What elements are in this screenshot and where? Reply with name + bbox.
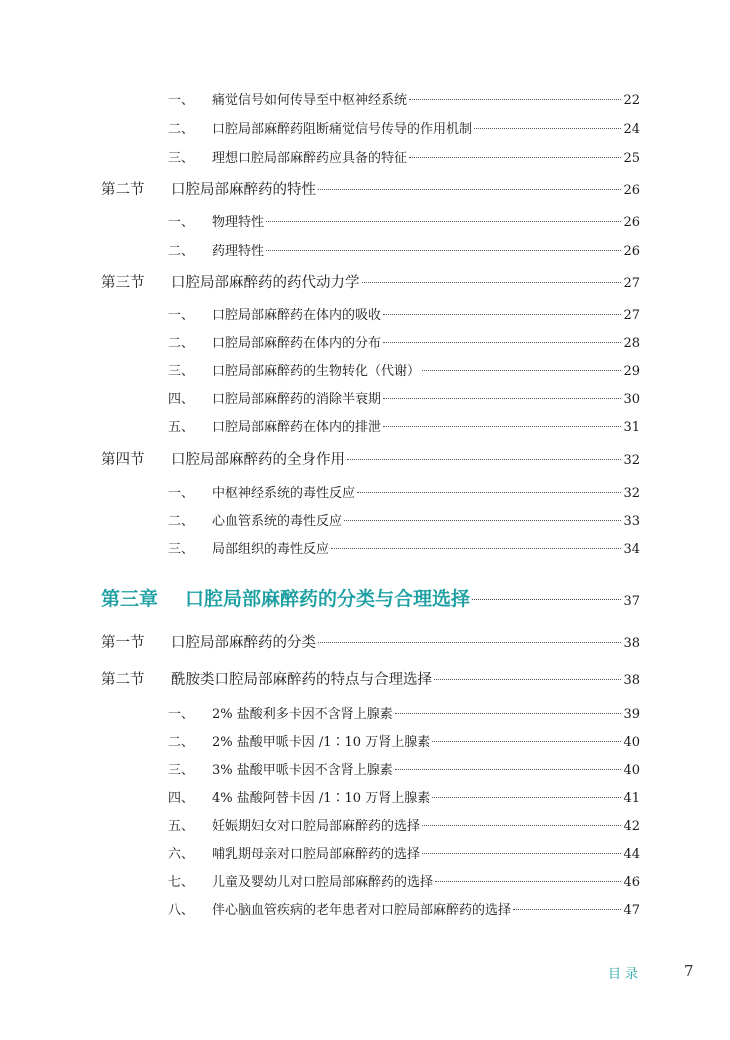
section-number: 第三节: [101, 275, 145, 291]
dot-leader: [472, 598, 621, 600]
toc-entry[interactable]: [168, 871, 640, 890]
toc-entry[interactable]: [168, 304, 640, 323]
toc-entry[interactable]: [168, 482, 640, 501]
dot-leader: [432, 796, 621, 798]
dot-leader: [409, 98, 621, 100]
section-page: 32: [623, 453, 640, 468]
dot-leader: [383, 397, 621, 399]
section-page: 27: [623, 276, 640, 291]
section-title: 酰胺类口腔局部麻醉药的特点与合理选择: [171, 672, 432, 688]
entry-number: 二、: [168, 336, 195, 351]
section-number: 第四节: [101, 452, 145, 468]
entry-page: 42: [623, 819, 640, 834]
toc-section[interactable]: [101, 668, 640, 689]
toc-section[interactable]: [101, 631, 640, 652]
section-title: 口腔局部麻醉药的药代动力学: [171, 275, 360, 291]
toc-section[interactable]: [101, 178, 640, 199]
dot-leader: [383, 341, 621, 343]
entry-title: 2% 盐酸甲哌卡因 /1∶10 万肾上腺素: [212, 735, 431, 750]
dot-leader: [435, 880, 621, 882]
toc-entry[interactable]: [168, 360, 640, 379]
entry-number: 一、: [168, 308, 195, 323]
entry-title: 口腔局部麻醉药的消除半衰期: [212, 392, 382, 407]
entry-title: 口腔局部麻醉药在体内的排泄: [212, 420, 382, 435]
toc-entry[interactable]: [168, 147, 640, 166]
toc-entry[interactable]: [168, 416, 640, 435]
dot-leader: [318, 641, 621, 643]
dot-leader: [383, 313, 621, 315]
entry-page: 39: [623, 707, 640, 722]
entry-title: 口腔局部麻醉药的生物转化（代谢）: [212, 364, 421, 379]
entry-title: 2% 盐酸利多卡因不含肾上腺素: [212, 707, 393, 722]
dot-leader: [357, 491, 621, 493]
toc-entry[interactable]: [168, 815, 640, 834]
toc-entry[interactable]: [168, 703, 640, 722]
entry-number: 一、: [168, 215, 195, 230]
entry-page: 32: [623, 486, 640, 501]
entry-number: 五、: [168, 819, 195, 834]
entry-number: 四、: [168, 392, 195, 407]
section-title: 口腔局部麻醉药的全身作用: [171, 452, 345, 468]
entry-page: 46: [623, 875, 640, 890]
section-number: 第二节: [101, 672, 145, 688]
page-number: 7: [684, 962, 694, 980]
entry-page: 26: [623, 244, 640, 259]
entry-number: 一、: [168, 93, 195, 108]
toc-entry[interactable]: [168, 89, 640, 108]
entry-title: 口腔局部麻醉药阻断痛觉信号传导的作用机制: [212, 122, 473, 137]
toc-chapter[interactable]: [101, 584, 640, 611]
entry-page: 28: [623, 336, 640, 351]
entry-page: 34: [623, 542, 640, 557]
toc-entry[interactable]: [168, 332, 640, 351]
toc-entry[interactable]: [168, 731, 640, 750]
toc-entry[interactable]: [168, 787, 640, 806]
dot-leader: [422, 824, 621, 826]
entry-number: 二、: [168, 122, 195, 137]
entry-number: 三、: [168, 763, 195, 778]
entry-title: 理想口腔局部麻醉药应具备的特征: [212, 151, 408, 166]
entry-page: 41: [623, 791, 640, 806]
chapter-number: 第三章: [101, 588, 159, 610]
entry-number: 三、: [168, 151, 195, 166]
entry-page: 25: [623, 151, 640, 166]
toc-entry[interactable]: [168, 843, 640, 862]
chapter-page: 37: [623, 594, 640, 609]
entry-page: 33: [623, 514, 640, 529]
toc-section[interactable]: [101, 271, 640, 292]
toc-entry[interactable]: [168, 899, 640, 918]
dot-leader: [383, 425, 621, 427]
entry-number: 一、: [168, 486, 195, 501]
entry-number: 二、: [168, 244, 195, 259]
toc-entry[interactable]: [168, 759, 640, 778]
toc-entry[interactable]: [168, 118, 640, 137]
dot-leader: [347, 458, 621, 460]
entry-page: 40: [623, 735, 640, 750]
dot-leader: [318, 188, 621, 190]
entry-title: 妊娠期妇女对口腔局部麻醉药的选择: [212, 819, 421, 834]
entry-number: 五、: [168, 420, 195, 435]
dot-leader: [395, 712, 622, 714]
section-number: 第二节: [101, 182, 145, 198]
toc-entry[interactable]: [168, 240, 640, 259]
entry-number: 四、: [168, 791, 195, 806]
entry-number: 二、: [168, 514, 195, 529]
entry-title: 口腔局部麻醉药在体内的分布: [212, 336, 382, 351]
section-page: 38: [623, 636, 640, 651]
dot-leader: [422, 852, 621, 854]
entry-page: 44: [623, 847, 640, 862]
dot-leader: [331, 547, 621, 549]
entry-page: 31: [623, 420, 640, 435]
entry-title: 物理特性: [212, 215, 265, 230]
entry-page: 30: [623, 392, 640, 407]
entry-page: 47: [623, 903, 640, 918]
entry-number: 二、: [168, 735, 195, 750]
dot-leader: [422, 369, 621, 371]
dot-leader: [395, 768, 622, 770]
entry-title: 儿童及婴幼儿对口腔局部麻醉药的选择: [212, 875, 434, 890]
dot-leader: [432, 740, 621, 742]
entry-page: 29: [623, 364, 640, 379]
section-page: 26: [623, 183, 640, 198]
entry-title: 痛觉信号如何传导至中枢神经系统: [212, 93, 408, 108]
chapter-title: 口腔局部麻醉药的分类与合理选择: [185, 588, 471, 610]
toc-section[interactable]: [101, 448, 640, 469]
entry-title: 口腔局部麻醉药在体内的吸收: [212, 308, 382, 323]
entry-page: 26: [623, 215, 640, 230]
entry-number: 七、: [168, 875, 195, 890]
toc-entry[interactable]: [168, 538, 640, 557]
dot-leader: [266, 249, 621, 251]
section-page: 38: [623, 673, 640, 688]
entry-number: 六、: [168, 847, 195, 862]
entry-title: 3% 盐酸甲哌卡因不含肾上腺素: [212, 763, 393, 778]
dot-leader: [409, 156, 621, 158]
section-title: 口腔局部麻醉药的特性: [171, 182, 316, 198]
entry-number: 八、: [168, 903, 195, 918]
entry-page: 27: [623, 308, 640, 323]
entry-page: 40: [623, 763, 640, 778]
dot-leader: [434, 678, 621, 680]
entry-number: 三、: [168, 542, 195, 557]
entry-title: 心血管系统的毒性反应: [212, 514, 343, 529]
dot-leader: [513, 908, 621, 910]
dot-leader: [474, 127, 621, 129]
entry-page: 24: [623, 122, 640, 137]
dot-leader: [362, 281, 622, 283]
entry-title: 哺乳期母亲对口腔局部麻醉药的选择: [212, 847, 421, 862]
entry-page: 22: [623, 93, 640, 108]
entry-title: 药理特性: [212, 244, 265, 259]
running-footer-title: 目录: [608, 967, 643, 982]
toc-entry[interactable]: [168, 211, 640, 230]
entry-title: 中枢神经系统的毒性反应: [212, 486, 356, 501]
entry-number: 一、: [168, 707, 195, 722]
section-title: 口腔局部麻醉药的分类: [171, 635, 316, 651]
entry-title: 伴心脑血管疾病的老年患者对口腔局部麻醉药的选择: [212, 903, 512, 918]
toc-entry[interactable]: [168, 510, 640, 529]
dot-leader: [266, 220, 621, 222]
entry-number: 三、: [168, 364, 195, 379]
toc-entry[interactable]: [168, 388, 640, 407]
entry-title: 4% 盐酸阿替卡因 /1∶10 万肾上腺素: [212, 791, 431, 806]
dot-leader: [344, 519, 621, 521]
section-number: 第一节: [101, 635, 145, 651]
entry-title: 局部组织的毒性反应: [212, 542, 330, 557]
